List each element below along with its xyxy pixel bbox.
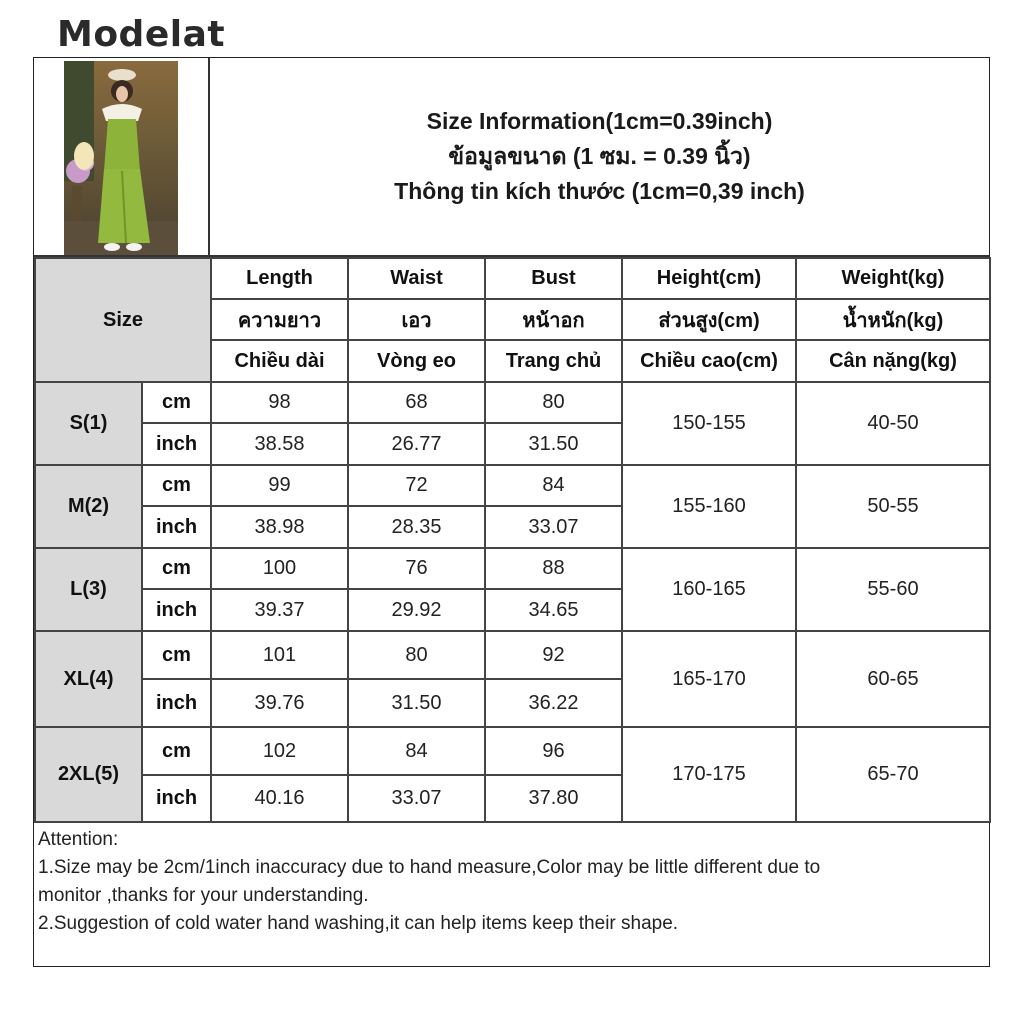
table-row xyxy=(35,382,990,423)
waist-cm: 76 xyxy=(348,548,485,589)
bust-inch: 37.80 xyxy=(485,775,622,822)
unit-cm: cm xyxy=(142,465,211,506)
weight-range: 65-70 xyxy=(796,727,990,822)
length-cm: 102 xyxy=(211,727,348,775)
table-row xyxy=(35,465,990,506)
waist-inch: 33.07 xyxy=(348,775,485,822)
weight-range: 50-55 xyxy=(796,465,990,548)
waist-inch: 29.92 xyxy=(348,589,485,631)
length-cm: 98 xyxy=(211,382,348,423)
size-name: M(2) xyxy=(35,465,142,548)
bust-cm: 80 xyxy=(485,382,622,423)
unit-inch: inch xyxy=(142,423,211,465)
bust-inch: 31.50 xyxy=(485,423,622,465)
col-waist-th: เอว xyxy=(348,299,485,340)
info-line-english: Size Information(1cm=0.39inch) xyxy=(426,108,773,134)
table-row xyxy=(35,631,990,679)
unit-cm: cm xyxy=(142,382,211,423)
length-inch: 39.76 xyxy=(211,679,348,727)
col-weight-vi: Cân nặng(kg) xyxy=(796,340,990,382)
size-chart-sheet xyxy=(33,57,990,967)
table-row xyxy=(35,727,990,775)
unit-inch: inch xyxy=(142,506,211,548)
height-range: 170-175 xyxy=(622,727,796,822)
table-row xyxy=(35,548,990,589)
product-photo-cell xyxy=(34,58,210,257)
waist-cm: 68 xyxy=(348,382,485,423)
waist-cm: 84 xyxy=(348,727,485,775)
height-range: 150-155 xyxy=(622,382,796,465)
col-weight-en: Weight(kg) xyxy=(796,258,990,299)
notes-title: Attention: xyxy=(38,829,119,850)
waist-inch: 26.77 xyxy=(348,423,485,465)
waist-inch: 31.50 xyxy=(348,679,485,727)
weight-range: 60-65 xyxy=(796,631,990,727)
bust-inch: 36.22 xyxy=(485,679,622,727)
waist-cm: 80 xyxy=(348,631,485,679)
col-height-en: Height(cm) xyxy=(622,258,796,299)
length-cm: 99 xyxy=(211,465,348,506)
weight-range: 55-60 xyxy=(796,548,990,631)
bust-inch: 33.07 xyxy=(485,506,622,548)
col-length-th: ความยาว xyxy=(211,299,348,340)
attention-notes xyxy=(38,826,978,938)
size-table xyxy=(34,257,991,823)
size-name: S(1) xyxy=(35,382,142,465)
height-range: 160-165 xyxy=(622,548,796,631)
length-inch: 39.37 xyxy=(211,589,348,631)
col-bust-th: หน้าอก xyxy=(485,299,622,340)
height-range: 155-160 xyxy=(622,465,796,548)
height-range: 165-170 xyxy=(622,631,796,727)
waist-cm: 72 xyxy=(348,465,485,506)
info-line-thai: ข้อมูลขนาด (1 ซม. = 0.39 นิ้ว) xyxy=(448,143,751,169)
unit-cm: cm xyxy=(142,727,211,775)
size-name: XL(4) xyxy=(35,631,142,727)
col-waist-en: Waist xyxy=(348,258,485,299)
note-line-1: 1.Size may be 2cm/1inch inaccuracy due to hand measure,Color may be little different due to xyxy=(38,857,821,878)
bust-cm: 84 xyxy=(485,465,622,506)
col-bust-en: Bust xyxy=(485,258,622,299)
unit-inch: inch xyxy=(142,775,211,822)
length-cm: 100 xyxy=(211,548,348,589)
note-line-1-continued: monitor ,thanks for your understanding. xyxy=(38,885,369,906)
product-photo xyxy=(64,61,178,255)
unit-cm: cm xyxy=(142,548,211,589)
unit-inch: inch xyxy=(142,589,211,631)
col-height-vi: Chiều cao(cm) xyxy=(622,340,796,382)
unit-inch: inch xyxy=(142,679,211,727)
size-information-header xyxy=(210,58,989,257)
col-length-vi: Chiều dài xyxy=(211,340,348,382)
bust-inch: 34.65 xyxy=(485,589,622,631)
col-height-th: ส่วนสูง(cm) xyxy=(622,299,796,340)
info-line-vietnamese: Thông tin kích thước (1cm=0,39 inch) xyxy=(394,178,805,204)
bust-cm: 96 xyxy=(485,727,622,775)
bust-cm: 92 xyxy=(485,631,622,679)
size-name: L(3) xyxy=(35,548,142,631)
size-column-header: Size xyxy=(35,258,211,382)
brand-logo-text: Modelat xyxy=(57,14,226,55)
length-inch: 38.98 xyxy=(211,506,348,548)
unit-cm: cm xyxy=(142,631,211,679)
weight-range: 40-50 xyxy=(796,382,990,465)
waist-inch: 28.35 xyxy=(348,506,485,548)
note-line-2: 2.Suggestion of cold water hand washing,it can help items keep their shape. xyxy=(38,913,679,934)
length-inch: 40.16 xyxy=(211,775,348,822)
bust-cm: 88 xyxy=(485,548,622,589)
length-inch: 38.58 xyxy=(211,423,348,465)
size-name: 2XL(5) xyxy=(35,727,142,822)
col-waist-vi: Vòng eo xyxy=(348,340,485,382)
length-cm: 101 xyxy=(211,631,348,679)
col-weight-th: น้ำหนัก(kg) xyxy=(796,299,990,340)
col-length-en: Length xyxy=(211,258,348,299)
col-bust-vi: Trang chủ xyxy=(485,340,622,382)
